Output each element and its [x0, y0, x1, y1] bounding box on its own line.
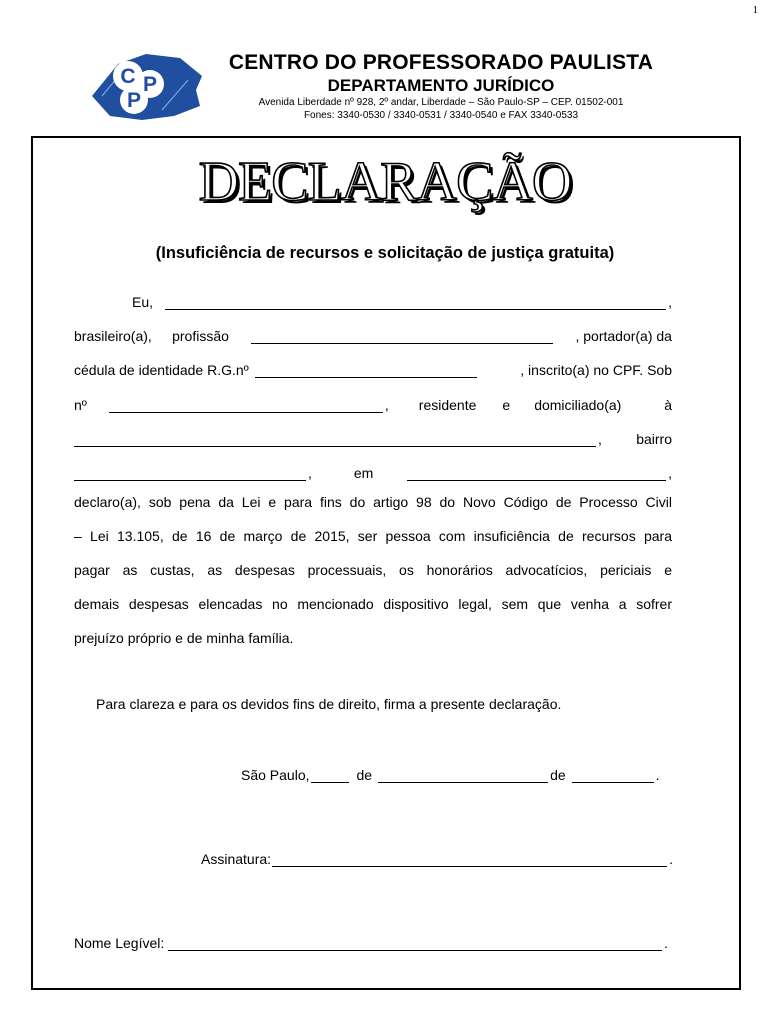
- at-text: à: [664, 397, 672, 413]
- of-text: de: [356, 767, 373, 783]
- row-name: [74, 290, 672, 310]
- in-text: em: [353, 465, 374, 481]
- svg-text:P: P: [126, 89, 142, 112]
- body-line: prejuízo próprio e de minha família.: [74, 630, 294, 646]
- comma: ,: [384, 397, 389, 413]
- resident-text: residente: [418, 397, 477, 413]
- closing-statement: Para clareza e para os devidos fins de direito, firma a presente declaração.: [96, 696, 562, 712]
- bearer-text: , portador(a) da: [575, 328, 672, 344]
- legible-name-label: Nome Legível:: [74, 935, 165, 951]
- neighborhood-label: bairro: [636, 431, 672, 447]
- id-card-label: cédula de identidade R.G.nº: [74, 362, 249, 378]
- comma: ,: [668, 294, 672, 310]
- city-blank[interactable]: [407, 466, 666, 481]
- rg-blank[interactable]: [255, 363, 477, 378]
- body-line: – Lei 13.105, de 16 de março de 2015, ser pessoa com insuficiência de recursos para: [74, 528, 672, 544]
- of-text: de: [550, 767, 566, 783]
- row-profession: [74, 324, 672, 344]
- legible-name-blank[interactable]: [168, 936, 662, 951]
- year-blank[interactable]: [572, 768, 654, 783]
- month-blank[interactable]: [378, 768, 548, 783]
- org-phones: Fones: 3340-0530 / 3340-0531 / 3340-0540 e FAX 3340-0533: [303, 110, 579, 121]
- org-address: Avenida Liberdade nº 928, 2º andar, Liberdade – São Paulo-SP – CEP. 01502-001: [258, 97, 624, 108]
- neighborhood-blank[interactable]: [74, 466, 306, 481]
- row-city: [74, 461, 672, 481]
- profession-blank[interactable]: [251, 329, 553, 344]
- period: .: [664, 935, 668, 951]
- eu-label: Eu,: [132, 294, 154, 310]
- row-rg: [74, 358, 672, 378]
- date-line: [241, 763, 673, 783]
- letterhead: [206, 51, 676, 122]
- name-blank[interactable]: [165, 295, 666, 310]
- signature-blank[interactable]: [272, 852, 667, 867]
- day-blank[interactable]: [311, 768, 349, 783]
- comma: ,: [308, 465, 312, 481]
- body-line: pagar as custas, as despesas processuais, os honorários advocatícios, periciais e: [74, 562, 672, 578]
- svg-text:P: P: [142, 73, 158, 96]
- document-subtitle: (Insuficiência de recursos e solicitação de justiça gratuita): [155, 244, 615, 262]
- address-blank[interactable]: [74, 432, 596, 447]
- nationality-text: brasileiro(a),: [74, 328, 152, 344]
- signature-label: Assinatura:: [201, 851, 272, 867]
- signature-line: [201, 847, 673, 867]
- profession-label: profissão: [172, 328, 229, 344]
- period: .: [655, 767, 660, 783]
- cpp-logo: [88, 50, 206, 122]
- body-line: declaro(a), sob pena da Lei e para fins do artigo 98 do Novo Código de Processo Civil: [74, 494, 672, 510]
- row-address: [74, 427, 672, 447]
- comma: ,: [668, 465, 672, 481]
- svg-text:C: C: [120, 65, 136, 88]
- cpf-blank[interactable]: [109, 398, 383, 413]
- department-name: DEPARTAMENTO JURÍDICO: [327, 76, 555, 95]
- domiciled-text: domiciliado(a): [534, 397, 622, 413]
- body-line: demais despesas elencadas no mencionado dispositivo legal, sem que venha a sofrer: [74, 596, 672, 612]
- number-label: nº: [74, 397, 87, 413]
- city-label: São Paulo,: [241, 767, 310, 783]
- legible-name-line: [74, 931, 668, 951]
- and-text: e: [502, 397, 511, 413]
- page-number: 1: [752, 4, 758, 16]
- document-title: DECLARAÇÃO: [198, 151, 572, 213]
- row-cpf-number: [74, 393, 672, 413]
- comma: ,: [598, 431, 602, 447]
- org-name: CENTRO DO PROFESSORADO PAULISTA: [228, 51, 654, 74]
- period: .: [669, 851, 673, 867]
- cpf-text: , inscrito(a) no CPF. Sob: [520, 362, 672, 378]
